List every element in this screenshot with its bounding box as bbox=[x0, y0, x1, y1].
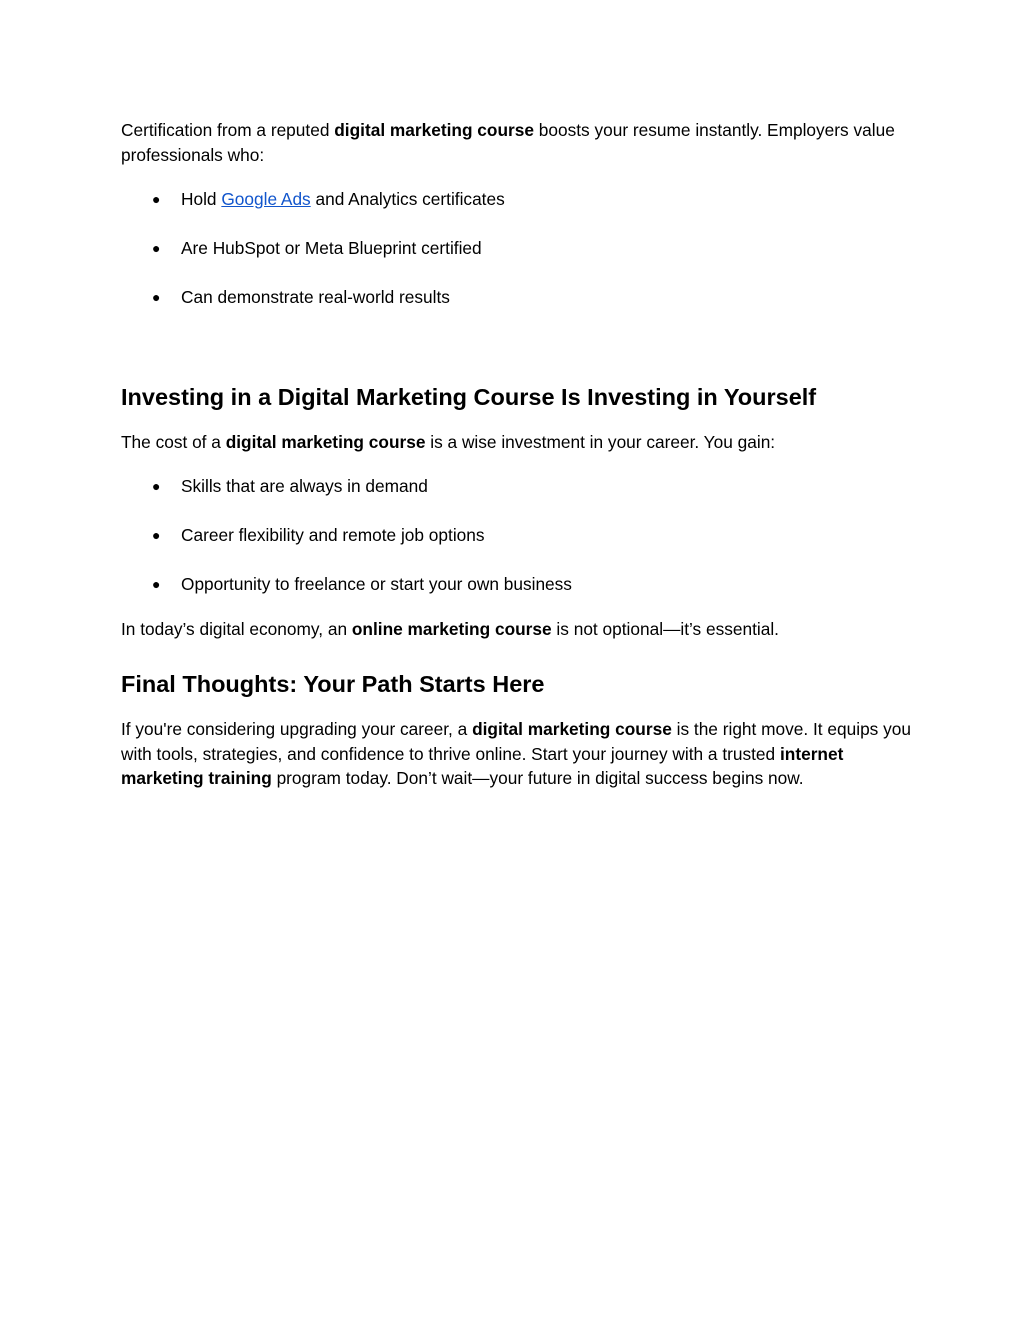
final-paragraph bbox=[121, 717, 911, 791]
list-item bbox=[121, 285, 911, 310]
intro-paragraph bbox=[121, 118, 911, 167]
online-text-1: In today’s digital economy, an bbox=[121, 618, 352, 639]
list-item bbox=[121, 572, 911, 597]
certifications-list bbox=[121, 187, 911, 310]
section-heading-investing: Investing in a Digital Marketing Course Is Investing in Yourself bbox=[121, 383, 817, 410]
final-text-1: If you're considering upgrading your career, a bbox=[121, 719, 473, 739]
final-bold-keyword-2: internet marketing training bbox=[121, 743, 844, 788]
list-item-text: Skills that are always in demand bbox=[181, 476, 428, 496]
document-page bbox=[121, 118, 911, 791]
list-item-text-suffix: and Analytics certificates bbox=[310, 189, 505, 209]
list-item bbox=[121, 474, 911, 499]
list-item bbox=[121, 236, 911, 261]
investing-text-1: The cost of a bbox=[121, 431, 226, 452]
online-text-2: is not optional—it’s essential. bbox=[551, 618, 779, 639]
list-item bbox=[121, 523, 911, 548]
list-item-text: Opportunity to freelance or start your own business bbox=[181, 574, 572, 594]
online-course-paragraph bbox=[121, 617, 911, 642]
bullet-icon: ● bbox=[152, 191, 161, 207]
investing-text-2: is a wise investment in your career. You gain: bbox=[425, 431, 776, 452]
intro-bold-keyword: digital marketing course bbox=[334, 120, 534, 140]
final-text-3: program today. Don’t wait—your future in digital success begins now. bbox=[271, 768, 804, 788]
intro-text-1: Certification from a reputed bbox=[121, 120, 335, 140]
google-ads-link[interactable]: Google Ads bbox=[221, 189, 311, 209]
list-item-text: Career flexibility and remote job options bbox=[181, 525, 485, 545]
investing-bold-keyword: digital marketing course bbox=[225, 431, 426, 452]
benefits-list bbox=[121, 474, 911, 597]
bullet-icon: ● bbox=[152, 289, 161, 305]
bullet-icon: ● bbox=[152, 240, 161, 256]
list-item-text: Are HubSpot or Meta Blueprint certified bbox=[181, 238, 482, 258]
section-heading-final-thoughts: Final Thoughts: Your Path Starts Here bbox=[121, 671, 545, 697]
list-item bbox=[121, 187, 911, 212]
list-item-text: Can demonstrate real-world results bbox=[181, 287, 450, 307]
online-bold-keyword: online marketing course bbox=[351, 618, 552, 639]
bullet-icon: ● bbox=[152, 478, 161, 494]
bullet-icon: ● bbox=[152, 576, 161, 592]
intro-text-2: boosts your resume instantly. Employers value professionals who: bbox=[121, 120, 895, 165]
list-item-text-prefix: Hold bbox=[181, 189, 222, 209]
final-bold-keyword-1: digital marketing course bbox=[472, 719, 672, 739]
final-text-2: is the right move. It equips you with tools, strategies, and confidence to thrive online. Start your journey with a trusted bbox=[121, 719, 911, 764]
bullet-icon: ● bbox=[152, 527, 161, 543]
investing-paragraph bbox=[121, 430, 911, 455]
